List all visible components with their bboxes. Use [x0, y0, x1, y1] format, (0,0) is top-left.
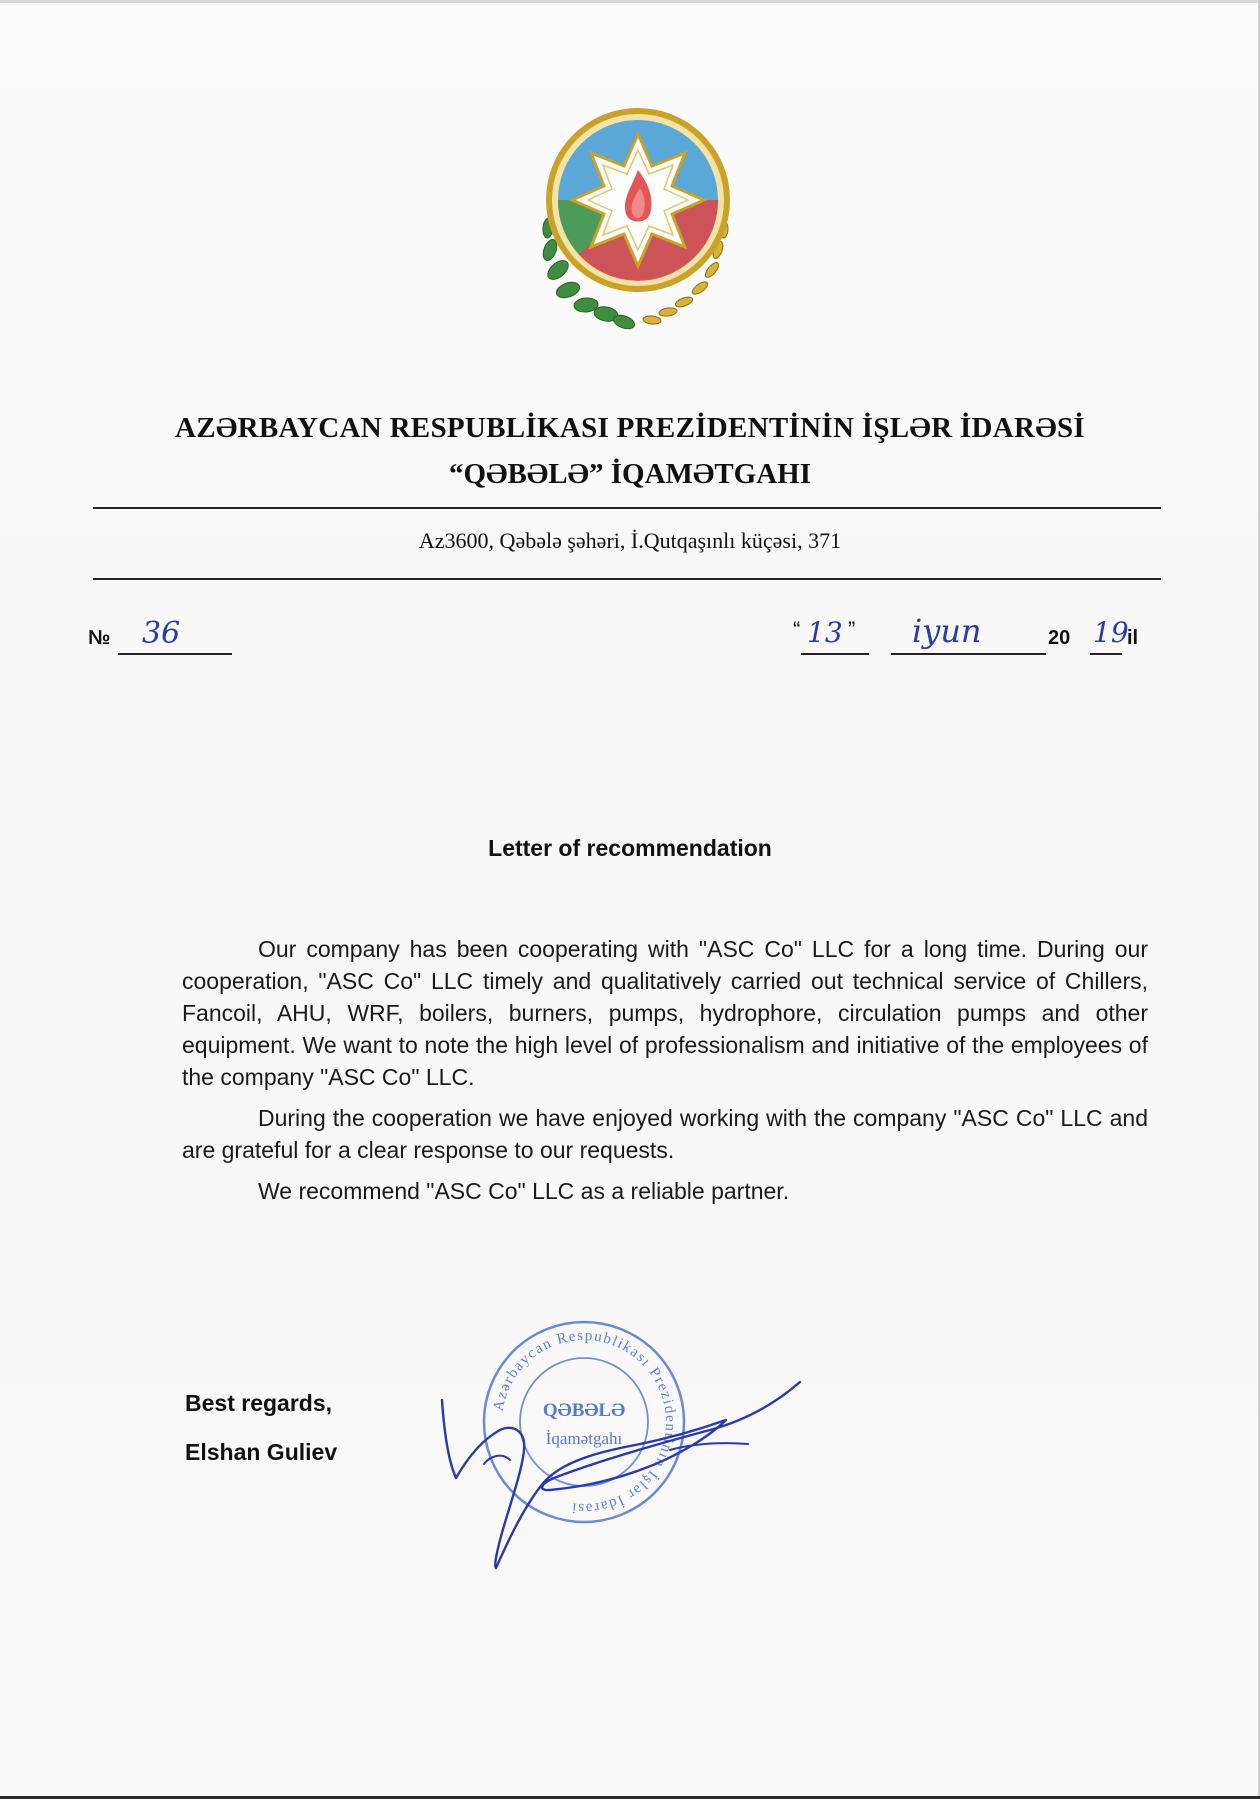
- letter-paragraph: During the cooperation we have enjoyed working with the company "ASC Co" LLC and are grateful for a clear response to our requests.: [182, 1105, 1148, 1163]
- stamp-center-subtitle: İqamətgahı: [545, 1429, 623, 1448]
- date-year-suffix: 19: [1093, 616, 1129, 649]
- date-year-prefix: 20: [1048, 627, 1071, 649]
- date-close-quote: ”: [848, 617, 856, 642]
- date-day: 13: [807, 616, 843, 649]
- document-number-label: №: [88, 627, 111, 649]
- page-top-edge: [0, 0, 1260, 3]
- signature-icon: [430, 1360, 810, 1580]
- header-rule-top: [93, 507, 1161, 509]
- date-open-quote: “: [793, 617, 801, 642]
- letter-paragraph: We recommend "ASC Co" LLC as a reliable partner.: [258, 1178, 790, 1204]
- date-month: iyun: [912, 612, 982, 650]
- date-day-underline: [801, 653, 869, 655]
- organization-address: Az3600, Qəbələ şəhəri, İ.Qutqaşınlı küçəsi, 371: [418, 528, 842, 553]
- signer-name: Elshan Guliev: [185, 1439, 338, 1465]
- stamp-center-title: QƏBƏLƏ: [542, 1400, 626, 1421]
- coat-of-arms-icon: [528, 100, 748, 340]
- letter-paragraph: Our company has been cooperating with "ASC Co" LLC for a long time. During our cooperation, "ASC Co" LLC timely and qualitatively carried out technical service of Chillers, Fancoil, AHU, WRF, boilers, burners, pumps, hydrophore, circulation pumps and other equipment. We want to note the high level of professionalism and initiative of the employees of the company "ASC Co" LLC.: [182, 936, 1148, 1090]
- document-number-underline: [118, 653, 232, 655]
- letter-subject: Letter of recommendation: [488, 835, 772, 861]
- letter-body: [182, 933, 1148, 1216]
- date-year-underline: [1090, 653, 1122, 655]
- organization-name: AZƏRBAYCAN RESPUBLİKASI PREZİDENTİNİN İŞLƏR İDARƏSİ: [174, 412, 1086, 444]
- closing-regards: Best regards,: [185, 1390, 333, 1416]
- organization-subtitle: “QƏBƏLƏ” İQAMƏTGAHI: [448, 458, 812, 490]
- header-rule-bottom: [93, 578, 1161, 580]
- document-number-value: 36: [142, 616, 181, 651]
- date-year-word: il: [1127, 627, 1139, 649]
- date-month-underline: [891, 653, 1046, 655]
- stamp-ring-text: Azərbaycan Respublikası Prezidentinin İşlər İdarəsi: [490, 1327, 679, 1517]
